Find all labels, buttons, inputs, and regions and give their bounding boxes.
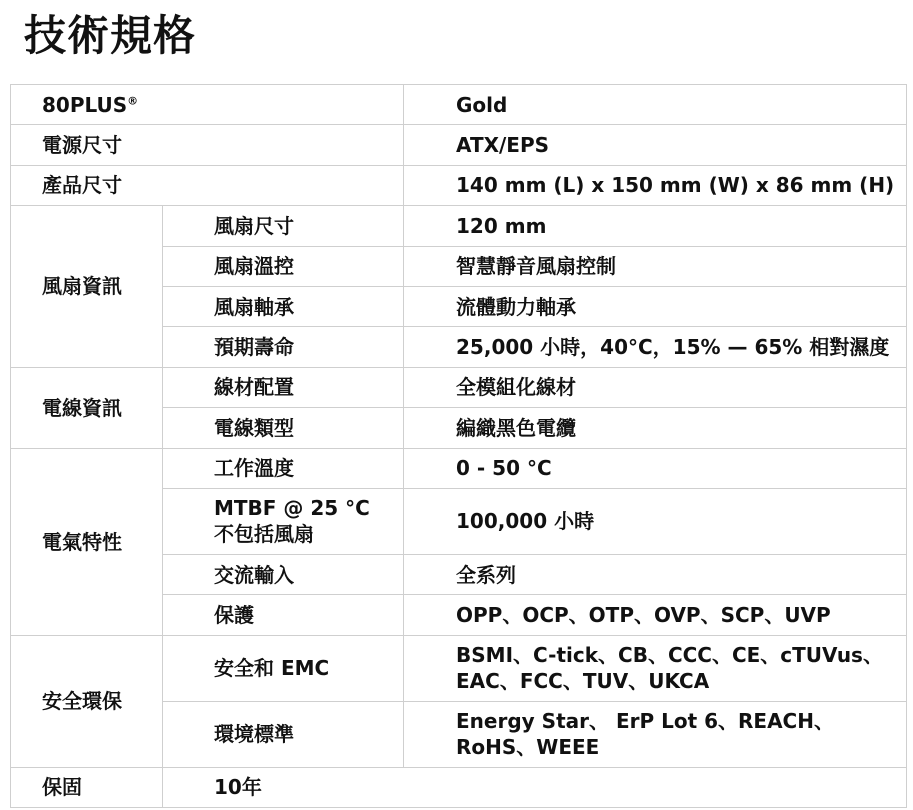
spec-label: 保固: [11, 767, 163, 807]
spec-sublabel: 預期壽命: [163, 327, 404, 367]
spec-sublabel: 保護: [163, 595, 404, 635]
spec-sublabel: 電線類型: [163, 408, 404, 448]
spec-value: 流體動力軸承: [404, 286, 907, 326]
spec-value: OPP、OCP、OTP、OVP、SCP、UVP: [404, 595, 907, 635]
spec-value: 全系列: [404, 554, 907, 594]
spec-sublabel-line: MTBF @ 25 °C: [214, 496, 370, 521]
spec-group-label: 風扇資訊: [11, 206, 163, 368]
spec-value-line: Energy Star、 ErP Lot 6、REACH、: [456, 709, 834, 734]
spec-group-label: 安全環保: [11, 635, 163, 767]
spec-label: 產品尺寸: [11, 165, 404, 205]
spec-sublabel: 風扇溫控: [163, 246, 404, 286]
spec-group-label: 電氣特性: [11, 448, 163, 635]
spec-sublabel-line: 不包括風扇: [214, 522, 314, 547]
table-row: [11, 85, 907, 125]
spec-value: 10年: [163, 767, 907, 807]
spec-sublabel: 風扇尺寸: [163, 206, 404, 246]
table-row: [11, 448, 907, 488]
spec-value-line: RoHS、WEEE: [456, 735, 600, 760]
spec-sublabel: 風扇軸承: [163, 286, 404, 326]
spec-value: 全模組化線材: [404, 367, 907, 407]
table-row: [11, 635, 907, 701]
spec-value-line: EAC、FCC、TUV、UKCA: [456, 669, 710, 694]
spec-sublabel: 線材配置: [163, 367, 404, 407]
spec-value: 編織黑色電纜: [404, 408, 907, 448]
table-row: [11, 165, 907, 205]
table-row: [11, 767, 907, 807]
page-title: 技術規格: [24, 11, 197, 60]
table-row: [11, 125, 907, 165]
spec-value: [404, 635, 907, 701]
spec-value: 120 mm: [404, 206, 907, 246]
table-row: [11, 206, 907, 246]
spec-value: 140 mm (L) x 150 mm (W) x 86 mm (H): [404, 165, 907, 205]
spec-sublabel: 交流輸入: [163, 554, 404, 594]
spec-group-label: 電線資訊: [11, 367, 163, 448]
table-row: [11, 367, 907, 407]
spec-value: [404, 701, 907, 767]
spec-value: ATX/EPS: [404, 125, 907, 165]
spec-sublabel: [163, 488, 404, 554]
spec-sublabel: 工作溫度: [163, 448, 404, 488]
spec-label-text: 80PLUS: [42, 92, 128, 117]
spec-value: Gold: [404, 85, 907, 125]
spec-table: [10, 84, 907, 808]
spec-sublabel: 環境標準: [163, 701, 404, 767]
spec-label: 電源尺寸: [11, 125, 404, 165]
spec-value: 25,000 小時，40°C，15% — 65% 相對濕度: [404, 327, 907, 367]
spec-value-line: BSMI、C-tick、CB、CCC、CE、cTUVus、: [456, 643, 883, 668]
spec-label: [11, 85, 404, 125]
spec-sublabel: 安全和 EMC: [163, 635, 404, 701]
spec-value: 0 - 50 °C: [404, 448, 907, 488]
spec-value: 智慧靜音風扇控制: [404, 246, 907, 286]
registered-mark: ®: [127, 94, 139, 108]
spec-value: 100,000 小時: [404, 488, 907, 554]
